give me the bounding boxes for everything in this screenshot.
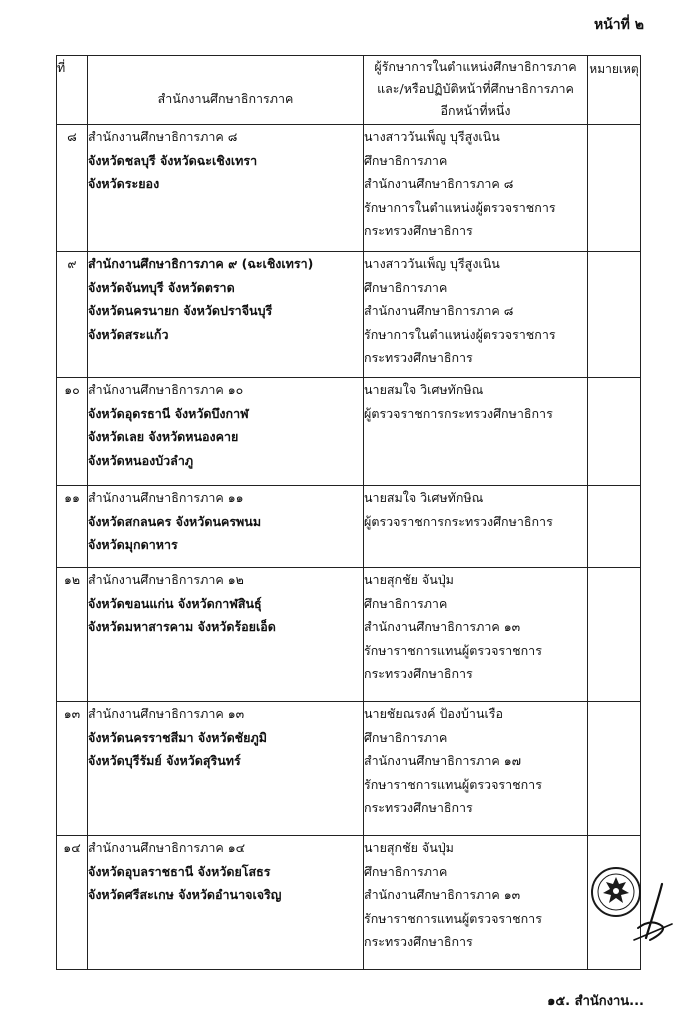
officer-position-line: ผู้ตรวจราชการกระทรวงศึกษาธิการ (364, 513, 553, 529)
office-title: สำนักงานศึกษาธิการภาค ๘ (88, 129, 238, 144)
officer-position-line: ผู้ตรวจราชการกระทรวงศึกษาธิการ (364, 405, 553, 421)
row-number: ๑๑ (57, 486, 88, 568)
remark-cell (588, 568, 641, 702)
officer-cell (364, 836, 588, 970)
header-officer-line: อีกหน้าที่หนึ่ง (440, 103, 511, 118)
officer-position-line: กระทรวงศึกษาธิการ (364, 223, 473, 238)
officer-position-line: รักษาราชการแทนผู้ตรวจราชการ (364, 910, 542, 926)
province-line: จังหวัดบุรีรัมย์ จังหวัดสุรินทร์ (88, 753, 241, 768)
handwritten-signature-icon (632, 880, 682, 950)
province-line: จังหวัดนครนายก จังหวัดปราจีนบุรี (88, 303, 273, 318)
officer-position-line: สำนักงานศึกษาธิการภาค ๘ (364, 303, 514, 318)
province-line: จังหวัดขอนแก่น จังหวัดกาฬสินธุ์ (88, 595, 262, 611)
remark-cell (588, 486, 641, 568)
header-officer-line: และ/หรือปฏิบัติหน้าที่ศึกษาธิการภาค (377, 81, 574, 96)
office-cell (88, 378, 364, 486)
officer-position-line: สำนักงานศึกษาธิการภาค ๘ (364, 176, 514, 191)
officer-position-line: ศึกษาธิการภาค (364, 863, 448, 879)
officer-position-line: รักษาราชการแทนผู้ตรวจราชการ (364, 776, 542, 792)
province-line: จังหวัดเลย จังหวัดหนองคาย (88, 429, 239, 444)
header-officer-line: ผู้รักษาการในตำแหน่งศึกษาธิการภาค (374, 59, 577, 74)
header-officer (364, 56, 588, 125)
remark-cell (588, 378, 641, 486)
officer-position-line: กระทรวงศึกษาธิการ (364, 666, 473, 681)
officer-position-line: รักษาราชการแทนผู้ตรวจราชการ (364, 642, 542, 658)
office-cell (88, 568, 364, 702)
table-row (57, 486, 641, 568)
office-cell (88, 702, 364, 836)
officer-position-line: กระทรวงศึกษาธิการ (364, 934, 473, 949)
officer-cell (364, 702, 588, 836)
officer-cell (364, 378, 588, 486)
assignment-table (56, 55, 641, 970)
remark-cell (588, 125, 641, 252)
officer-cell (364, 252, 588, 378)
row-number: ๑๐ (57, 378, 88, 486)
officer-name: นายสุกชัย จันปุ่ม (364, 572, 454, 587)
office-title: สำนักงานศึกษาธิการภาค ๑๒ (88, 572, 244, 587)
table-row (57, 568, 641, 702)
office-title: สำนักงานศึกษาธิการภาค ๑๑ (88, 490, 244, 505)
office-cell (88, 486, 364, 568)
table-body (57, 125, 641, 970)
office-title: สำนักงานศึกษาธิการภาค ๑๐ (88, 382, 244, 397)
row-number: ๑๔ (57, 836, 88, 970)
officer-position-line: ศึกษาธิการภาค (364, 279, 448, 295)
office-title: สำนักงานศึกษาธิการภาค ๑๔ (88, 840, 246, 855)
officer-position-line: รักษาการในตำแหน่งผู้ตรวจราชการ (364, 199, 556, 215)
officer-cell (364, 568, 588, 702)
officer-position-line: ศึกษาธิการภาค (364, 152, 448, 168)
province-line: จังหวัดสระแก้ว (88, 326, 169, 342)
officer-position-line: ศึกษาธิการภาค (364, 729, 448, 745)
header-no: ที่ (57, 56, 88, 125)
table-row (57, 836, 641, 970)
page-number: หน้าที่ ๒ (594, 17, 644, 33)
table-row (57, 125, 641, 252)
row-number: ๑๓ (57, 702, 88, 836)
province-line: จังหวัดชลบุรี จังหวัดฉะเชิงเทรา (88, 152, 258, 168)
officer-name: นายสมใจ วิเศษทักษิณ (364, 490, 484, 505)
officer-name: นายสุกชัย จันปุ่ม (364, 840, 454, 855)
office-cell (88, 252, 364, 378)
officer-name: นางสาววันเพ็ญ บุรีสูงเนิน (364, 256, 500, 271)
table-header-row (57, 56, 641, 125)
province-line: จังหวัดระยอง (88, 176, 160, 191)
province-line: จังหวัดนครราชสีมา จังหวัดชัยภูมิ (88, 729, 267, 745)
officer-position-line: รักษาการในตำแหน่งผู้ตรวจราชการ (364, 326, 556, 342)
province-line: จังหวัดอุดรธานี จังหวัดบึงกาฬ (88, 405, 249, 421)
officer-cell (364, 125, 588, 252)
office-title: สำนักงานศึกษาธิการภาค ๙ (ฉะเชิงเทรา) (88, 256, 314, 271)
table-row (57, 702, 641, 836)
officer-name: นายสมใจ วิเศษทักษิณ (364, 382, 484, 397)
province-line: จังหวัดหนองบัวลำภู (88, 452, 194, 468)
officer-position-line: สำนักงานศึกษาธิการภาค ๑๓ (364, 887, 521, 902)
province-line: จังหวัดมุกดาหาร (88, 537, 178, 552)
province-line: จังหวัดมหาสารคาม จังหวัดร้อยเอ็ด (88, 619, 276, 634)
officer-cell (364, 486, 588, 568)
remark-cell (588, 702, 641, 836)
continuation-text: ๑๕. สำนักงาน... (547, 994, 644, 1009)
province-line: จังหวัดสกลนคร จังหวัดนครพนม (88, 513, 262, 529)
remark-cell (588, 252, 641, 378)
office-cell (88, 836, 364, 970)
officer-position-line: กระทรวงศึกษาธิการ (364, 800, 473, 815)
officer-position-line: กระทรวงศึกษาธิการ (364, 350, 473, 365)
table-row (57, 378, 641, 486)
office-cell (88, 125, 364, 252)
officer-position-line: ศึกษาธิการภาค (364, 595, 448, 611)
row-number: ๑๒ (57, 568, 88, 702)
row-number: ๘ (57, 125, 88, 252)
officer-name: นายชัยณรงค์ ป้องบ้านเรือ (364, 706, 503, 721)
header-office: สำนักงานศึกษาธิการภาค (88, 56, 364, 125)
officer-position-line: สำนักงานศึกษาธิการภาค ๑๗ (364, 753, 522, 768)
province-line: จังหวัดจันทบุรี จังหวัดตราด (88, 279, 235, 295)
row-number: ๙ (57, 252, 88, 378)
province-line: จังหวัดอุบลราชธานี จังหวัดยโสธร (88, 863, 271, 879)
officer-name: นางสาววันเพ็ญู บุรีสูงเนิน (364, 129, 500, 144)
province-line: จังหวัดศรีสะเกษ จังหวัดอำนาจเจริญ (88, 887, 282, 902)
table-row (57, 252, 641, 378)
officer-position-line: สำนักงานศึกษาธิการภาค ๑๓ (364, 619, 521, 634)
office-title: สำนักงานศึกษาธิการภาค ๑๓ (88, 706, 245, 721)
header-remark: หมายเหตุ (588, 56, 641, 125)
